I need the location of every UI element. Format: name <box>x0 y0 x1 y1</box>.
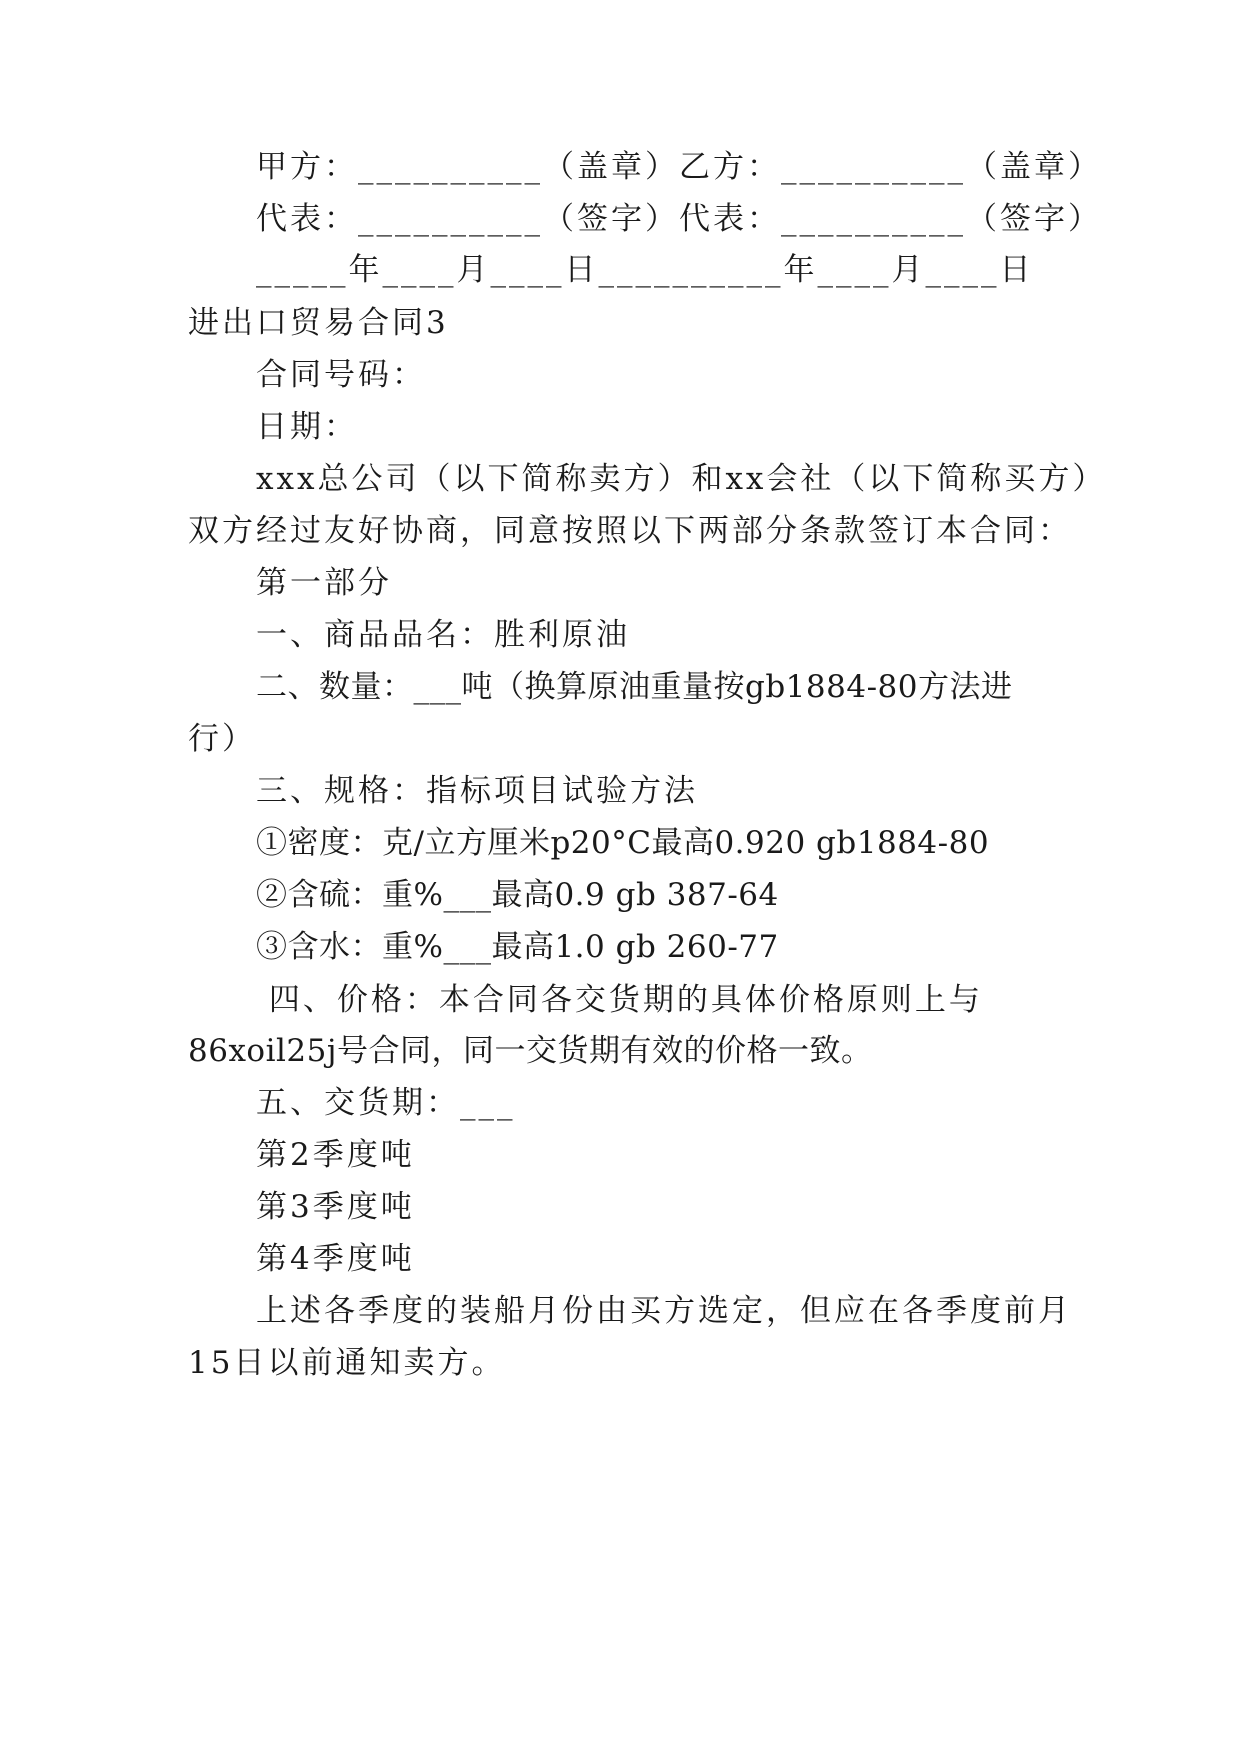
clause-delivery-period: 五、交货期：___ <box>256 1085 516 1121</box>
contract-title: 进出口贸易合同3 <box>188 305 449 341</box>
delivery-q2: 第2季度吨 <box>256 1137 415 1173</box>
signing-date-line: _____年____月____日__________年____月____日 <box>256 252 1034 288</box>
spec-sulfur: ②含硫：重%___最高0.9 gb 387-64 <box>256 877 779 913</box>
delivery-q3: 第3季度吨 <box>256 1189 415 1225</box>
spec-water: ③含水：重%___最高1.0 gb 260-77 <box>256 929 779 965</box>
clause-price-line-1: 四、价格：本合同各交货期的具体价格原则上与 <box>256 982 983 1018</box>
party-a-b-seal-line: 甲方：__________（盖章）乙方：__________（盖章） <box>256 149 1102 185</box>
clause-quantity-line-1: 二、数量：___吨（换算原油重量按gb1884-80方法进 <box>256 669 1013 705</box>
intro-paragraph-line-2: 双方经过友好协商，同意按照以下两部分条款签订本合同： <box>188 513 1072 549</box>
contract-number-label: 合同号码： <box>256 357 426 393</box>
intro-paragraph-line-1: xxx总公司（以下简称卖方）和xx会社（以下简称买方） <box>256 461 1107 497</box>
part-one-heading: 第一部分 <box>256 565 392 601</box>
contract-date-label: 日期： <box>256 409 358 445</box>
clause-quantity-line-2: 行） <box>188 721 256 757</box>
clause-specification: 三、规格：指标项目试验方法 <box>256 773 698 809</box>
shipping-notice-line-1: 上述各季度的装船月份由买方选定，但应在各季度前月 <box>256 1293 1072 1329</box>
delivery-q4: 第4季度吨 <box>256 1241 415 1277</box>
clause-commodity-name: 一、商品品名：胜利原油 <box>256 617 630 653</box>
spec-density: ①密度：克/立方厘米p20°C最高0.920 gb1884-80 <box>256 825 990 861</box>
representative-signature-line: 代表：__________（签字）代表：__________（签字） <box>256 201 1102 237</box>
clause-price-line-2: 86xoil25j号合同，同一交货期有效的价格一致。 <box>188 1033 873 1069</box>
shipping-notice-line-2: 15日以前通知卖方。 <box>188 1345 506 1381</box>
